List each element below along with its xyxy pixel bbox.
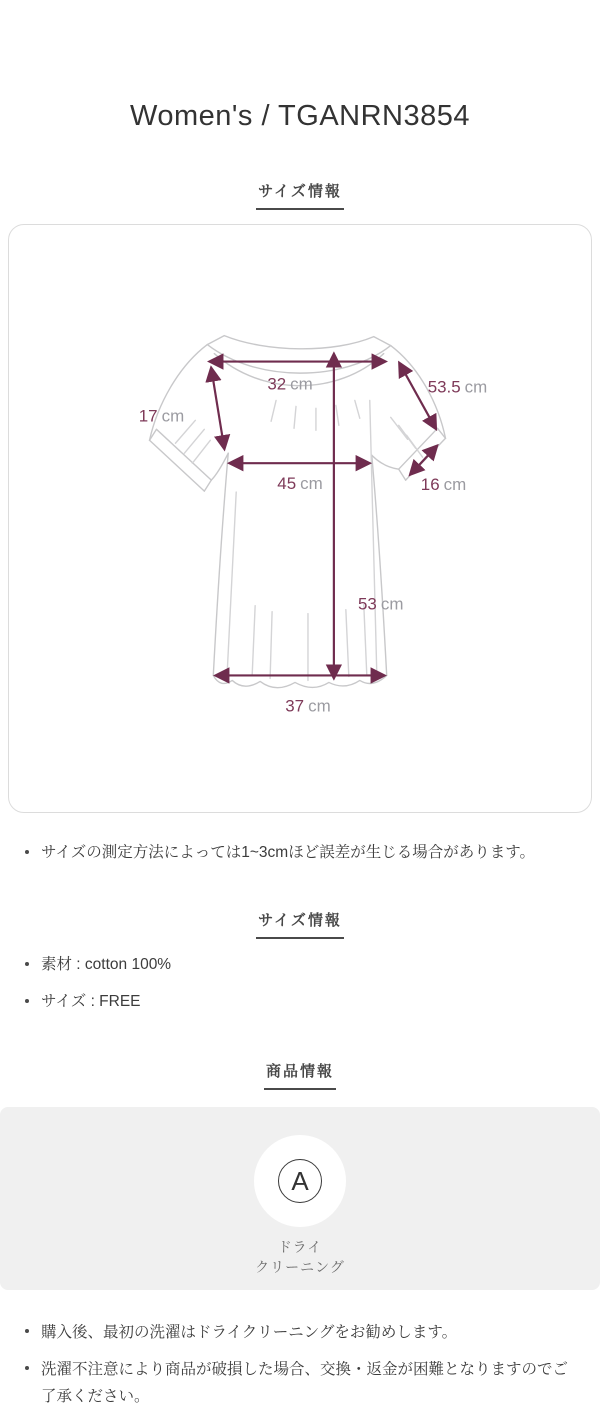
armhole-line bbox=[211, 369, 224, 449]
hem-width-label: 37 cm bbox=[285, 696, 331, 716]
measurement-lines bbox=[210, 355, 436, 678]
sleeve-opening-line bbox=[411, 446, 437, 474]
care-note-text: 購入後、最初の洗濯はドライクリーニングをお勧めします。 bbox=[41, 1324, 458, 1342]
size-diagram-panel bbox=[8, 224, 592, 813]
size-tolerance-note-text: サイズの測定方法によっては1~3cmほど誤差が生じる場合があります。 bbox=[41, 844, 535, 861]
size-text: サイズ : FREE bbox=[41, 993, 141, 1011]
bullet-icon bbox=[25, 962, 29, 966]
bullet-icon bbox=[25, 850, 29, 854]
shoulder-width-label: 32 cm bbox=[267, 374, 313, 394]
size-tolerance-note bbox=[0, 841, 600, 865]
total-length-label: 53 cm bbox=[358, 594, 404, 614]
armhole-label: 17 cm bbox=[138, 406, 185, 426]
size-diagram-heading: サイズ情報 bbox=[256, 180, 344, 210]
bullet-icon bbox=[25, 1329, 29, 1333]
care-symbol-label bbox=[255, 1237, 345, 1278]
garment-measurement-diagram bbox=[9, 225, 591, 812]
sleeve-length-label: 53.5 cm bbox=[427, 377, 488, 397]
list-item bbox=[0, 953, 600, 977]
size-info-list bbox=[0, 953, 600, 1014]
care-label-line2: クリーニング bbox=[255, 1259, 345, 1276]
list-item bbox=[0, 1357, 600, 1410]
material-text: 素材 : cotton 100% bbox=[41, 956, 172, 974]
care-note-text: 洗濯不注意により商品が破損した場合、交換・返金が困難となりますのでご了承ください。 bbox=[41, 1361, 569, 1405]
care-symbol-badge bbox=[254, 1135, 346, 1227]
page-title: Women's / TGANRN3854 bbox=[129, 100, 471, 132]
sleeve-opening-label: 16 cm bbox=[420, 475, 467, 495]
size-info-heading: サイズ情報 bbox=[256, 909, 344, 939]
chest-width-label: 45 cm bbox=[277, 474, 323, 494]
list-item bbox=[0, 1320, 600, 1346]
list-item bbox=[0, 990, 600, 1014]
bullet-icon bbox=[25, 1366, 29, 1370]
care-notes-list bbox=[0, 1320, 600, 1410]
dry-clean-icon: A bbox=[278, 1159, 322, 1203]
care-instruction-panel bbox=[0, 1107, 600, 1290]
bullet-icon bbox=[25, 999, 29, 1003]
care-label-line1: ドライ bbox=[277, 1239, 323, 1256]
product-info-heading: 商品情報 bbox=[264, 1060, 336, 1090]
